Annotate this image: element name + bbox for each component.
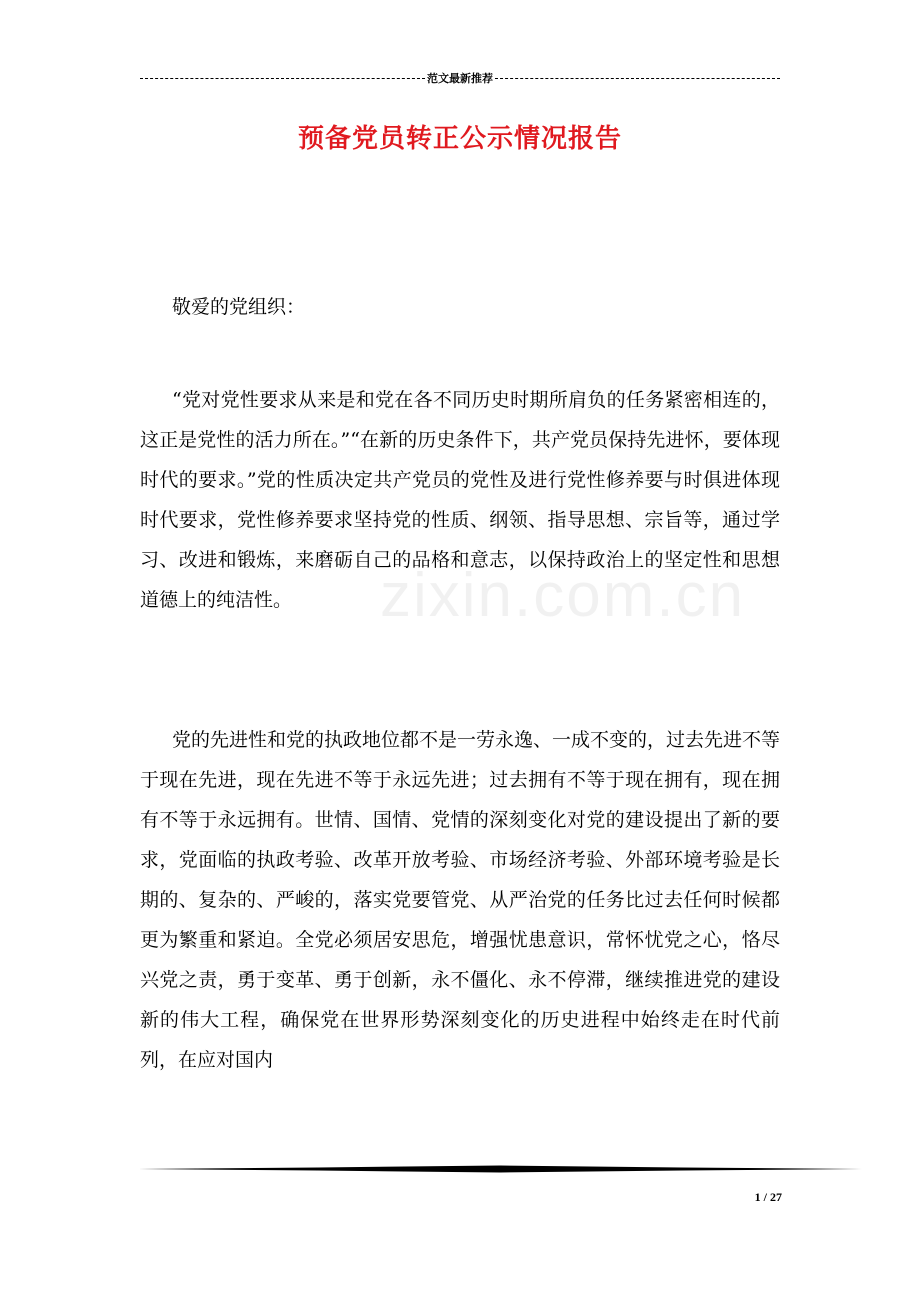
page-header [140,68,780,88]
watermark: zixin.com.cn [380,561,746,630]
footer-divider [138,1164,862,1174]
header-dashes-right [495,78,780,79]
paragraph-2: 党的先进性和党的执政地位都不是一劳永逸、一成不变的，过去先进不等于现在先进，现在先进不等于永远先进；过去拥有不等于现在拥有，现在拥有不等于永远拥有。世情、国情、党情的深刻变化对党的建设提出了新的要求，党面临的执政考验、改革开放考验、市场经济考验、外部环境考验是长期的、复杂的、严峻的，落实党要管党、从严治党的任务比过去任何时候都更为繁重和紧迫。全党必须居安思危，增强忧患意识，常怀忧党之心，恪尽兴党之责，勇于变革、勇于创新，永不僵化、永不停滞，继续推进党的建设新的伟大工程，确保党在世界形势深刻变化的历史进程中始终走在时代前列，在应对国内 [140,729,781,1071]
header-dashes-left [140,78,425,79]
paragraph-1: “党对党性要求从来是和党在各不同历史时期所肩负的任务紧密相连的，这正是党性的活力所在。”“在新的历史条件下，共产党员保持先进怀，要体现时代的要求。”党的性质决定共产党员的党性及进行党性修养要与时俱进体现时代要求，党性修养要求坚持党的性质、纲领、指导思想、宗旨等，通过学习、改进和锻炼，来磨砺自己的品格和意志，以保持政治上的坚定性和思想道德上的纯洁性。 [140,389,780,611]
header-label: 范文最新推荐 [427,73,493,85]
page-number: 1 / 27 [754,1190,782,1204]
document-title: 预备党员转正公示情况报告 [297,124,622,154]
greeting: 敬爱的党组织： [172,296,306,318]
